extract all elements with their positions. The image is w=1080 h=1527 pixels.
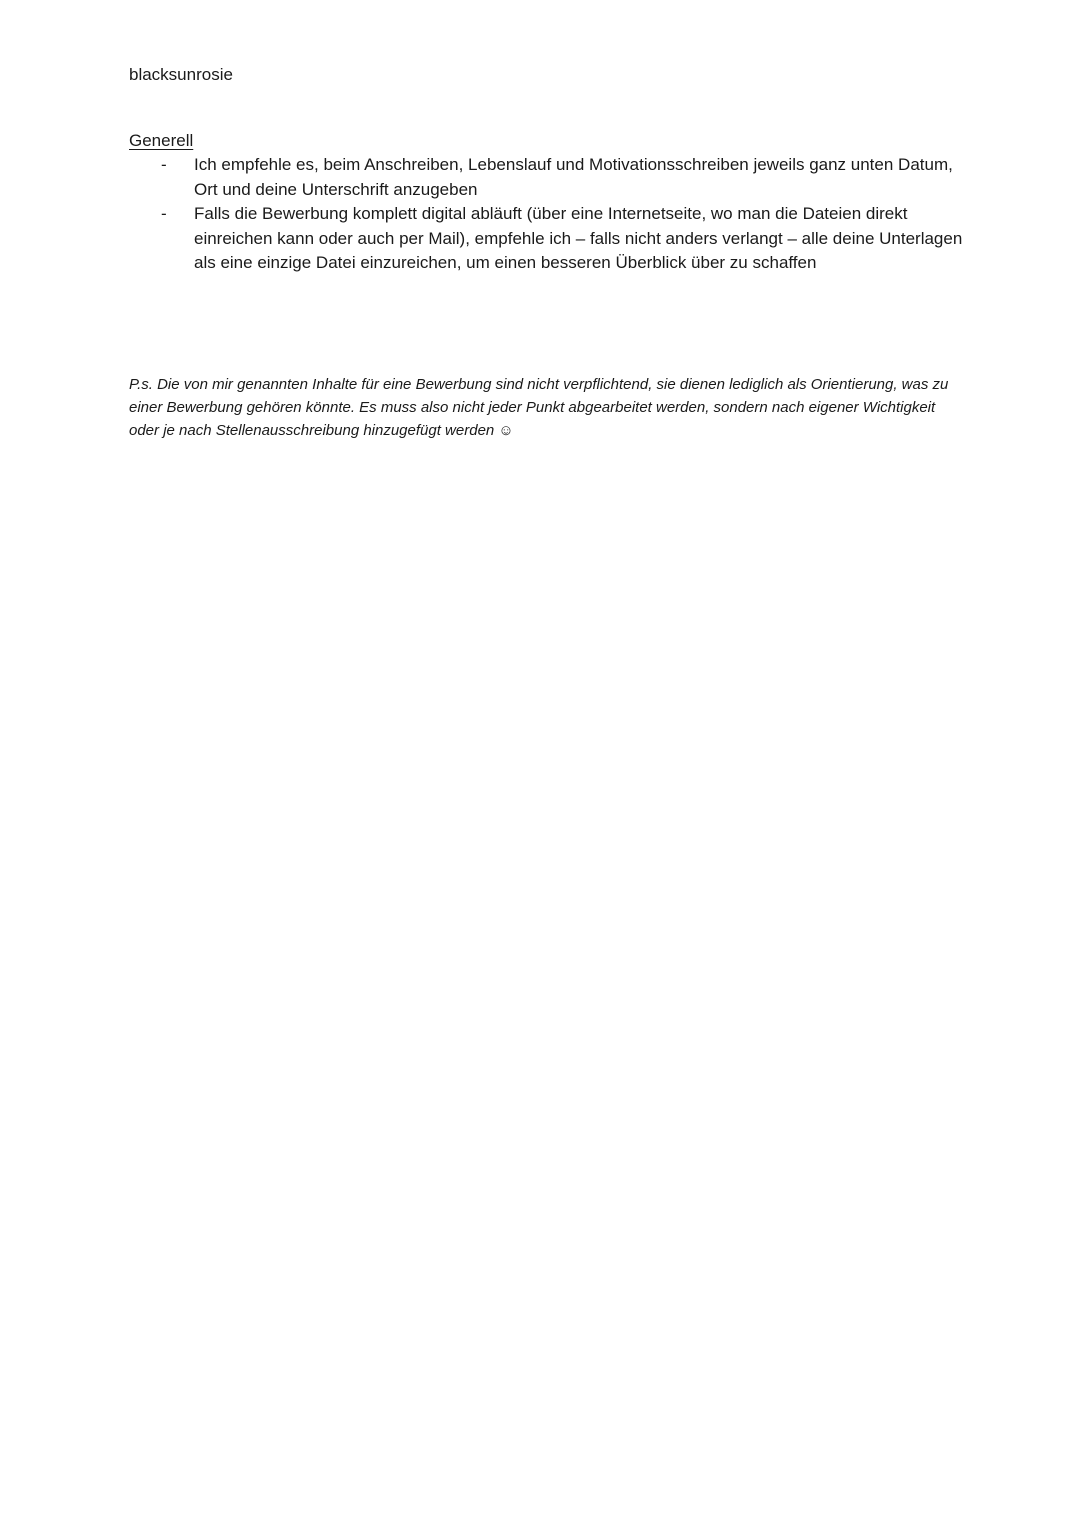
bullet-text: Falls die Bewerbung komplett digital abläuft (über eine Internetseite, wo man die Dateien direkt einreichen kann oder auch per Mail), empfehle ich – falls nicht anders verlangt – alle deine Unterlagen als eine einzige Datei einzureichen, um einen besseren Überblick über zu schaffen [194,204,963,272]
bullet-dash: - [161,204,167,223]
author-name: blacksunrosie [129,65,233,84]
bullet-dash: - [161,155,167,174]
bullet-list [129,153,969,276]
bullet-text: Ich empfehle es, beim Anschreiben, Lebenslauf und Motivationsschreiben jeweils ganz unten Datum, Ort und deine Unterschrift anzugeben [194,155,953,199]
section-title: Generell [129,131,194,150]
ps-note: P.s. Die von mir genannten Inhalte für eine Bewerbung sind nicht verpflichtend, sie dienen lediglich als Orientierung, was zu einer Bewerbung gehören könnte. Es muss also nicht jeder Punkt abgearbeitet werden, sondern nach eigener Wichtigkeit oder je nach Stellenausschreibung hinzugefügt werden ☺ [129,376,949,439]
bullet-item [129,202,969,276]
bullet-item [129,153,969,202]
